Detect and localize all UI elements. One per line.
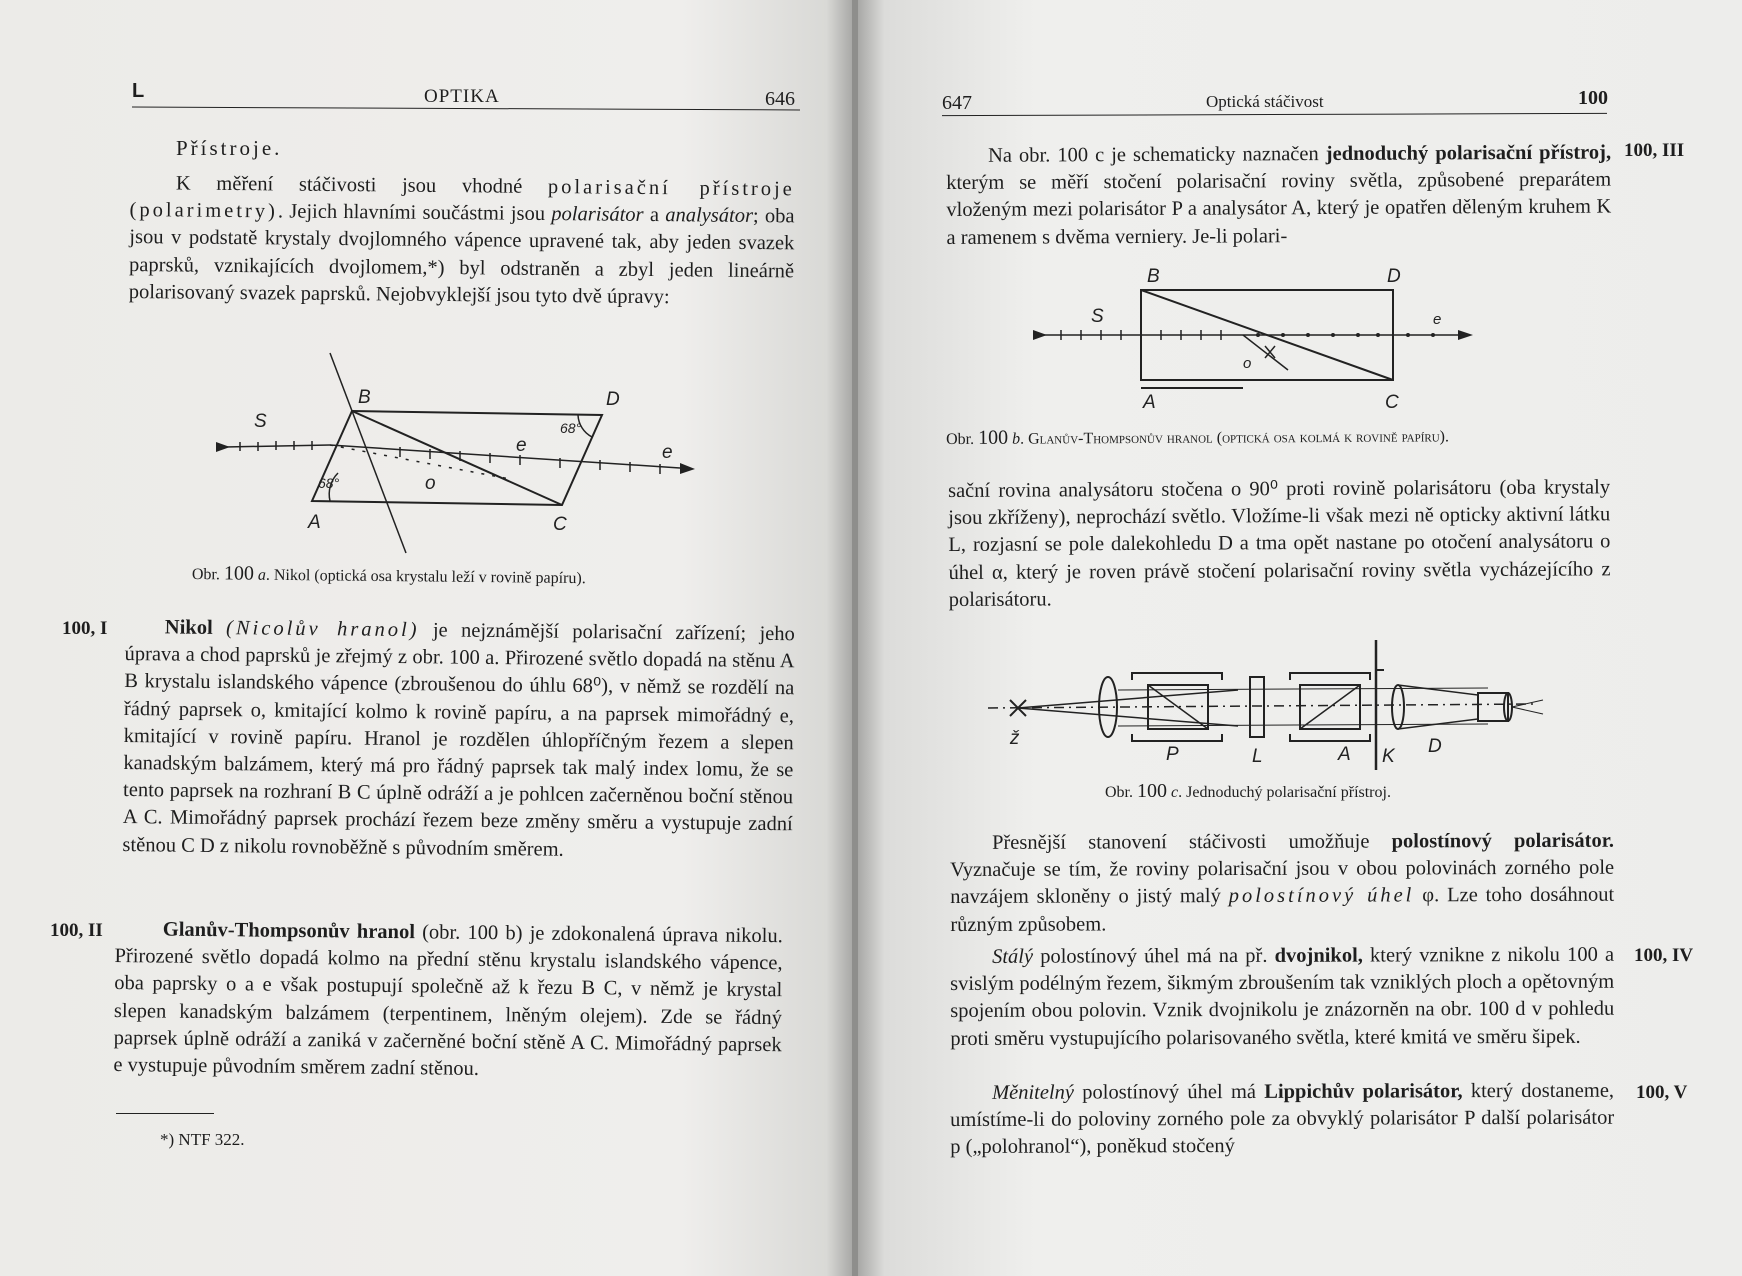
right-page [858, 0, 1742, 1276]
objective-lens [1392, 685, 1404, 729]
entry-arrow [216, 442, 230, 452]
figure-100c-simple-polarimeter [988, 640, 1548, 765]
intro-term-polarimetry: polarisační přístroje (polarimetry) [129, 176, 795, 223]
footnote-rule [116, 1113, 214, 1114]
extraordinary-ray [330, 445, 680, 468]
analyzer-diagonal [1300, 685, 1360, 729]
glan-thompson-term: Glanův-Thompsonův hranol [162, 918, 416, 944]
exit-arrow [680, 463, 695, 474]
fig-a-angle-lower: 68° [318, 475, 340, 491]
optical-axis [988, 704, 1533, 708]
fig-a-label-C: C [553, 514, 567, 535]
fig-a-label-D: D [606, 389, 620, 410]
simple-polarimeter-paragraph: Na obr. 100 c je schematicky naznačen jednoduchý polarisační přístroj, kterým se měří stočení polarisační roviny světla, způsobené preparátem vloženým mezi polarisátor P a analysátor A, který je opatřen děleným kruhem K a ramenem s dvěma verniery. Je-li polari- [946, 141, 1612, 249]
intro-mid1: . Jejich hlavními součástmi jsou [277, 200, 552, 226]
fig-a-label-o: o [425, 473, 436, 494]
header-title: OPTIKA [424, 86, 500, 107]
left-page [0, 0, 852, 1276]
figure-100c-caption: Obr. 100 c. Jednoduchý polarisační přístroj. [1105, 780, 1391, 802]
fig-b-label-D: D [1387, 266, 1401, 287]
double-nicol-paragraph: Stálý polostínový úhel má na př. dvojnikol, který vznikne z nikolu 100 a svislým podélným řezem, šikmým zbroušením tak vzniklých ploch a opětovným spojením obou polovin. Vznik dvojnikolu je znázorněn na obr. 100 d v pohledu proti směru vystupujícího polarisovaného světla, které kmitá ve směru šipek. [950, 943, 1615, 1050]
fig-b-label-A: A [1143, 392, 1156, 413]
fig-b-label-e: e [1433, 311, 1442, 328]
nicol-text: je nejznámější polarisační zařízení; jeho úprava a chod paprsků je zřejmý z obr. 100 a. Přirozené světlo dopadá na stěnu A B krystalu islandského vápence (zbroušenou do úhlu 68⁰), v němž se rozdělí na řádný paprsek o, kmitající kolmo k rovině papíru, a na paprsek mimořádný e, kmitající v rovině papíru. Hranol je rozdělen úhlopříčným řezem a slepen kanadským balzámem, který má pro řádný paprsek tak malý index lomu, že se tento paprsek na rozhraní B C úplně odráží a je pohlcen začerněnou boční stěnou A C. Mimořádný paprsek prochází řezem beze změny směru a vystupuje zadní stěnou C D z nikolu rovnoběžně s původním směrem. [122, 619, 795, 861]
header-title-right: Optická stáčivost [1206, 92, 1324, 111]
fig-a-label-e-inside: e [516, 435, 527, 456]
telescope-tube [1398, 685, 1478, 729]
margin-label-100-II: 100, II [50, 920, 103, 941]
half-shade-term: polostínový polarisátor. [1391, 829, 1615, 853]
glan-thompson-paragraph [113, 916, 783, 1086]
fig-a-label-S: S [254, 411, 267, 432]
fig-c-label-A: A [1338, 744, 1351, 765]
glan-thompson-text: (obr. 100 b) je zdokonalená úprava nikolu. Přirozené světlo dopadá kolmo na přední stěnu krystalu islandského vápence, oba paprsky o a e však postupují společně až k řezu B C, v němž je krystal slepen kanadským balzámem (terpentinem, lněným olejem). Zde se řádný paprsek úplně odráží a zaniká v začerněné boční stěně A C. Mimořádný paprsek e vystupuje původním směrem zadní stěnou. [113, 921, 783, 1080]
simple-polarimeter-term: jednoduchý polarisační přístroj, [1325, 141, 1612, 166]
lippich-paragraph: Měnitelný polostínový úhel má Lippichův polarisátor, který dostaneme, umístíme-li do poloviny zorného pole za obvyklý polarisátor P další polarisátor p („polohranol“), poněkud stočený [950, 1079, 1615, 1159]
fig-b-label-C: C [1385, 392, 1399, 413]
margin-label-100-IV: 100, IV [1634, 945, 1694, 966]
fig-a-label-A: A [308, 512, 321, 533]
section-heading: Přístroje. [176, 136, 283, 160]
fig-a-label-B: B [358, 387, 371, 408]
margin-label-100-III: 100, III [1624, 140, 1685, 161]
optical-axis-line [330, 353, 406, 553]
beam-lower [1018, 708, 1238, 726]
analyser-paragraph: sační rovina analysátoru stočena o 90⁰ proti rovině polarisátoru (oba krystaly jsou zkříženy), neprochází světlo. Vložíme-li však mezi ně opticky aktivní látku L, rozjasní se pole dalekohledu D a tma opět nastane po otočení analysátoru o úhel α, který je roven právě stočení polarisační roviny světla vycházejícího z polarisátoru. [948, 476, 1611, 611]
footnote: *) NTF 322. [160, 1130, 245, 1149]
half-shade-angle-term: polostínový úhel [1228, 884, 1415, 908]
figure-100a-nicol-prism [210, 345, 710, 560]
header-page-number: 646 [765, 88, 795, 110]
fig-b-entry-arrow [1033, 330, 1047, 340]
fig-c-label-P: P [1166, 744, 1179, 765]
double-nicol-term: dvojnikol, [1274, 944, 1363, 967]
header-rule [132, 107, 800, 111]
lippich-term: Lippichův polarisátor, [1264, 1080, 1463, 1103]
header-rule-right [942, 113, 1607, 116]
fig-c-label-z: ž [1010, 728, 1020, 749]
figure-100b-caption: Obr. 100 b. Glanův-Thompsonův hranol (optická osa kolmá k rovině papíru). [946, 426, 1450, 449]
beam-upper [1018, 690, 1238, 708]
header-page-number-right: 647 [942, 92, 972, 114]
nicol-italic-term: (Nicolův hranol) [225, 617, 420, 642]
figure-100a-caption: Obr. 100 a. Nikol (optická osa krystalu leží v rovině papíru). [191, 562, 586, 588]
fig-b-label-S: S [1091, 306, 1104, 327]
intro-mid2: a [643, 204, 666, 227]
fig-c-label-L: L [1252, 746, 1263, 767]
fig-b-label-o: o [1243, 355, 1252, 372]
fig-a-label-e-outside: e [662, 442, 673, 463]
intro-paragraph [129, 170, 795, 312]
margin-label-100-I: 100, I [62, 618, 108, 639]
header-section-right: 100 [1578, 87, 1608, 109]
figure-100b-glan-thompson-prism [1033, 262, 1503, 412]
intro-term-polarisator: polarisátor [551, 203, 644, 227]
fig-c-label-K: K [1382, 746, 1395, 767]
fig-b-exit-arrow [1458, 330, 1473, 340]
fig-a-angle-upper: 68° [560, 420, 582, 436]
intro-term-analysator: analysátor [665, 204, 754, 228]
fig-c-label-D: D [1428, 736, 1442, 757]
intro-lead: K měření stáčivosti jsou vhodné [175, 172, 549, 199]
ordinary-ray [330, 445, 510, 479]
half-shade-paragraph: Přesnější stanovení stáčivosti umožňuje polostínový polarisátor. Vyznačuje se tím, že roviny polarisační jsou v obou polovinách zorného pole navzájem skloněny o jistý malý polostínový úhel φ. Lze toho dosáhnout různým způsobem. [950, 829, 1615, 936]
sample-tube [1250, 677, 1264, 737]
intro-rest: ; oba jsou v podstatě krystaly dvojlomného vápence upravené tak, aby jeden svazek paprsků, vznikajících dvojlomem,*) byl odstraněn a zbyl jeden lineárně polarisovaný svazek paprsků. Nejobvyklejší jsou tyto dvě úpravy: [128, 205, 795, 308]
fig-b-label-B: B [1147, 266, 1160, 287]
margin-label-100-V: 100, V [1636, 1082, 1688, 1103]
nicol-term: Nikol [164, 616, 213, 639]
header-section: L [132, 80, 145, 102]
nicol-paragraph [122, 614, 795, 866]
